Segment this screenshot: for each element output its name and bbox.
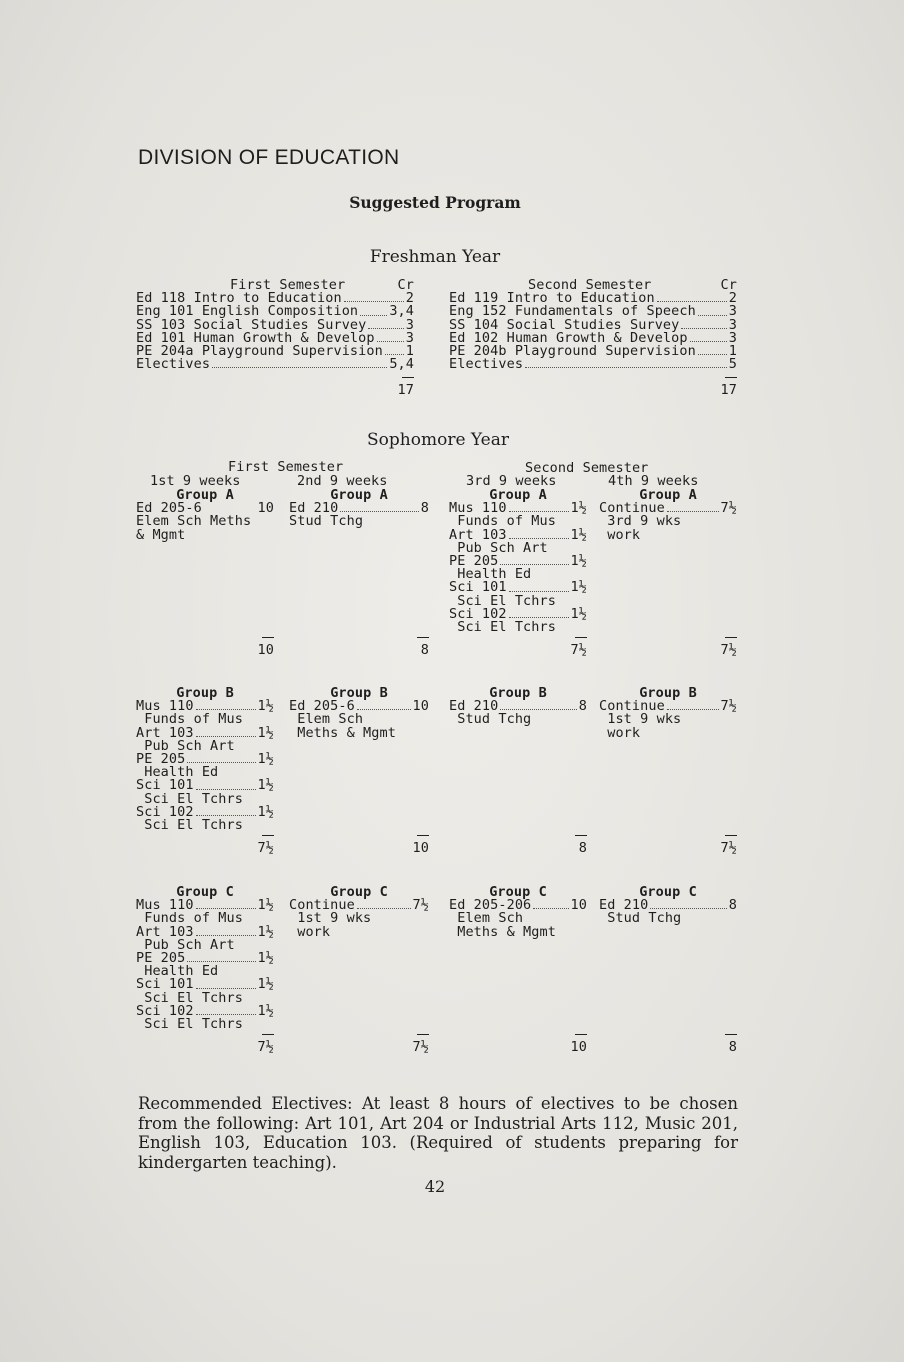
course-credit: 8: [420, 500, 429, 517]
course-detail: Meths & Mgmt: [289, 724, 396, 741]
group-total-value: 8: [578, 840, 587, 856]
course-name: PE 205: [136, 750, 186, 767]
course-row: Ed 101 Human Growth & Develop 3: [136, 329, 414, 346]
cr-label: Cr: [720, 277, 737, 293]
course-row: Electives 5: [449, 356, 737, 373]
course-name: Mus 110: [449, 500, 507, 517]
course-name: Art 103: [136, 724, 194, 741]
course-name: PE 205: [449, 552, 499, 569]
course-name: PE 205: [136, 949, 186, 966]
course-detail: & Mgmt: [136, 526, 186, 543]
course-credit: 10: [412, 698, 429, 715]
course-detail: Pub Sch Art: [136, 936, 235, 953]
group-total: [599, 637, 737, 657]
course-detail: Sci El Tchrs: [449, 592, 556, 609]
course-credit: 1½: [570, 552, 587, 569]
group-total: [599, 1034, 737, 1054]
course-name: Ed 210: [599, 897, 649, 914]
course-detail: Sci El Tchrs: [136, 1015, 243, 1032]
semester-total: 17: [720, 382, 737, 399]
group-total-value: 10: [570, 1039, 587, 1055]
course-detail: Pub Sch Art: [449, 539, 548, 556]
course-credit: 7½: [412, 897, 429, 914]
group-cell: [289, 489, 429, 529]
course-detail: Elem Sch: [449, 910, 524, 927]
recommended-electives: Recommended Electives: At least 8 hours of electives to be chosen from the following: Art 101, Art 204 or Industrial Arts 112, Music 201, English 103, Education 103. (Required of students preparing for kindergarten teaching).: [138, 1094, 738, 1172]
course-name: Ed 205-6: [289, 698, 355, 715]
course-row: Eng 152 Fundamentals of Speech 3: [449, 303, 737, 320]
course-credit: 1½: [257, 897, 274, 914]
course-detail: Sci El Tchrs: [136, 816, 243, 833]
period-3rd-label: 3rd 9 weeks: [466, 473, 557, 489]
group-label: Group C: [639, 884, 697, 900]
course-name: Continue: [599, 500, 665, 517]
second-semester-label: Second Semester: [528, 277, 652, 293]
course-list: [136, 292, 414, 371]
group-total: [136, 637, 274, 657]
course-name: Sci 101: [449, 579, 507, 596]
group-total-value: 7½: [257, 840, 274, 856]
course-detail: Stud Tchg: [449, 711, 532, 728]
freshman-heading: Freshman Year: [369, 247, 501, 267]
course-row: Ed 119 Intro to Education 2: [449, 290, 737, 307]
group-total: [599, 835, 737, 855]
course-detail: Stud Tchg: [289, 513, 364, 530]
course-credit: 8: [578, 698, 587, 715]
course-list: [449, 292, 737, 371]
group-label: Group B: [330, 685, 388, 701]
first-semester-label: First Semester: [230, 277, 346, 293]
group-label: Group A: [489, 487, 547, 503]
course-detail: Stud Tchg: [599, 910, 682, 927]
course-name: Ed 210: [449, 698, 499, 715]
course-credit: 10: [257, 500, 274, 517]
course-detail: Elem Sch Meths: [136, 513, 252, 530]
group-label: Group C: [176, 884, 234, 900]
group-label: Group A: [330, 487, 388, 503]
course-detail: 1st 9 wks: [599, 711, 682, 728]
group-total: [289, 637, 429, 657]
group-cell: [599, 489, 737, 542]
course-name: Art 103: [449, 526, 507, 543]
group-label: Group A: [176, 487, 234, 503]
period-1st-label: 1st 9 weeks: [150, 473, 241, 489]
period-4th-label: 4th 9 weeks: [608, 473, 699, 489]
course-credit: 1½: [570, 500, 587, 517]
course-name: Ed 205-6: [136, 500, 202, 517]
course-detail: Sci El Tchrs: [136, 989, 243, 1006]
course-row: Eng 101 English Composition 3,4: [136, 303, 414, 320]
group-total-value: 10: [257, 642, 274, 658]
course-row: PE 204a Playground Supervision 1: [136, 342, 414, 359]
group-cell: [449, 886, 587, 939]
course-detail: Pub Sch Art: [136, 737, 235, 754]
course-name: Continue: [289, 897, 355, 914]
course-detail: work: [599, 526, 641, 543]
group-cell: [289, 886, 429, 939]
course-detail: Health Ed: [136, 963, 219, 980]
group-cell: [136, 886, 274, 1031]
course-credit: 7½: [720, 698, 737, 715]
course-detail: Health Ed: [449, 566, 532, 583]
course-detail: Elem Sch: [289, 711, 364, 728]
course-detail: Funds of Mus: [136, 711, 243, 728]
course-detail: 1st 9 wks: [289, 910, 372, 927]
subtitle: Suggested Program: [349, 193, 521, 212]
course-detail: 3rd 9 wks: [599, 513, 682, 530]
course-credit: 1½: [257, 724, 274, 741]
period-2nd-label: 2nd 9 weeks: [297, 473, 388, 489]
course-credit: 1½: [257, 1002, 274, 1019]
group-total-value: 7½: [570, 642, 587, 658]
course-credit: 7½: [720, 500, 737, 517]
group-cell: [599, 886, 737, 926]
course-name: Sci 102: [136, 803, 194, 820]
group-cell: [449, 489, 587, 634]
group-label: Group C: [489, 884, 547, 900]
course-detail: Sci El Tchrs: [449, 618, 556, 635]
group-total: [289, 1034, 429, 1054]
group-cell: [289, 687, 429, 740]
course-name: Sci 102: [136, 1002, 194, 1019]
course-name: Sci 102: [449, 605, 507, 622]
sophomore-heading: Sophomore Year: [367, 430, 509, 450]
group-total-value: 7½: [720, 642, 737, 658]
course-name: Ed 205-206: [449, 897, 532, 914]
course-detail: work: [289, 923, 331, 940]
freshman-second-semester: [449, 279, 737, 398]
course-row: Ed 102 Human Growth & Develop 3: [449, 329, 737, 346]
course-credit: 10: [570, 897, 587, 914]
group-label: Group A: [639, 487, 697, 503]
group-label: Group C: [330, 884, 388, 900]
group-cell: [599, 687, 737, 740]
course-row: Electives 5,4: [136, 356, 414, 373]
course-detail: Health Ed: [136, 764, 219, 781]
group-label: Group B: [489, 685, 547, 701]
course-detail: Meths & Mgmt: [449, 923, 556, 940]
group-total-value: 7½: [720, 840, 737, 856]
sophomore-first-semester-label: First Semester: [228, 459, 344, 475]
group-total: [449, 1034, 587, 1054]
course-name: Sci 101: [136, 777, 194, 794]
course-name: Mus 110: [136, 897, 194, 914]
course-credit: 1½: [257, 777, 274, 794]
course-credit: 1½: [570, 579, 587, 596]
page-title: DIVISION OF EDUCATION: [138, 146, 400, 169]
cr-label: Cr: [397, 277, 414, 293]
group-total-value: 8: [420, 642, 429, 658]
course-name: Art 103: [136, 923, 194, 940]
group-total: [449, 637, 587, 657]
course-credit: 8: [728, 897, 737, 914]
group-cell: [449, 687, 587, 727]
page-number: 42: [424, 1177, 446, 1196]
course-credit: 1½: [257, 803, 274, 820]
group-total: [289, 835, 429, 855]
course-row: SS 103 Social Studies Survey 3: [136, 316, 414, 333]
group-label: Group B: [639, 685, 697, 701]
course-credit: 1½: [570, 605, 587, 622]
course-detail: Sci El Tchrs: [136, 790, 243, 807]
course-credit: 1½: [257, 698, 274, 715]
course-detail: Funds of Mus: [136, 910, 243, 927]
course-credit: 1½: [257, 750, 274, 767]
course-row: Ed 118 Intro to Education 2: [136, 290, 414, 307]
course-row: SS 104 Social Studies Survey 3: [449, 316, 737, 333]
course-name: Continue: [599, 698, 665, 715]
group-total-value: 7½: [412, 1039, 429, 1055]
group-total: [136, 835, 274, 855]
course-credit: 1½: [257, 976, 274, 993]
course-row: PE 204b Playground Supervision 1: [449, 342, 737, 359]
group-total-value: 7½: [257, 1039, 274, 1055]
course-credit: 1½: [257, 949, 274, 966]
group-total: [136, 1034, 274, 1054]
course-name: Sci 101: [136, 976, 194, 993]
course-name: Ed 210: [289, 500, 339, 517]
course-detail: Funds of Mus: [449, 513, 556, 530]
group-total: [449, 835, 587, 855]
group-cell: [136, 489, 274, 542]
semester-total: 17: [397, 382, 414, 399]
course-detail: work: [599, 724, 641, 741]
freshman-first-semester: [136, 279, 414, 398]
group-total-value: 8: [728, 1039, 737, 1055]
group-label: Group B: [176, 685, 234, 701]
group-total-value: 10: [412, 840, 429, 856]
course-name: Mus 110: [136, 698, 194, 715]
group-cell: [136, 687, 274, 832]
course-credit: 1½: [257, 923, 274, 940]
course-credit: 1½: [570, 526, 587, 543]
sophomore-second-semester-label: Second Semester: [525, 460, 649, 476]
